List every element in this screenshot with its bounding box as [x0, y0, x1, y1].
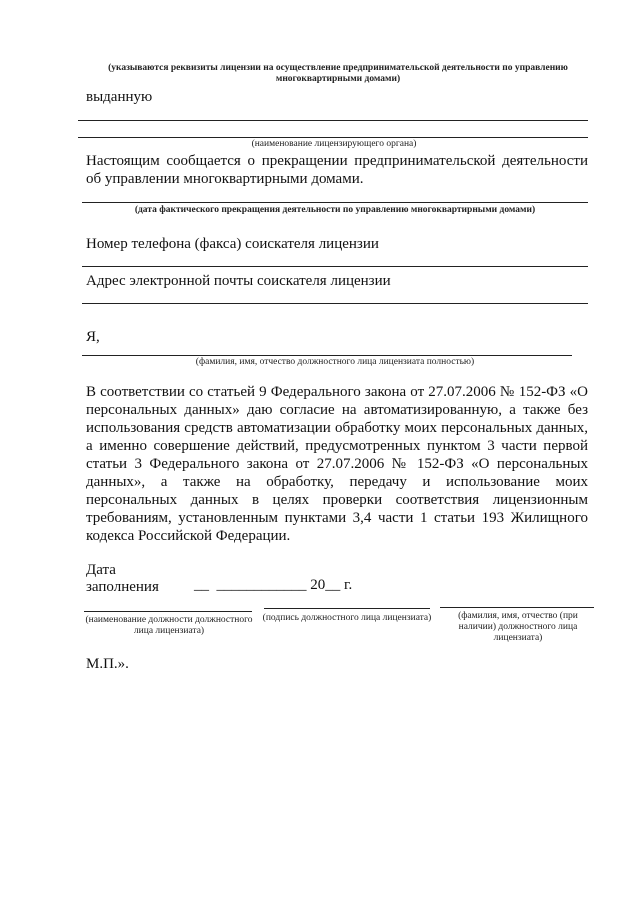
signature-caption: (подпись должностного лица лицензиата) — [262, 613, 432, 623]
license-details-caption: (указываются реквизиты лицензии на осуществление предпринимательской деятельности по управлению многоквартирными домами) — [108, 63, 568, 84]
issuer-caption: (наименование лицензирующего органа) — [251, 139, 417, 149]
name-caption: (фамилия, имя, отчество (при наличии) должностного лица лицензиата) — [458, 611, 578, 643]
email-line — [82, 303, 588, 304]
email-label: Адрес электронной почты соискателя лицензии — [86, 273, 391, 289]
phone-line — [82, 266, 588, 267]
date-label-1: Дата — [86, 562, 116, 578]
i-label: Я, — [86, 329, 100, 345]
issued-label: выданную — [86, 89, 153, 105]
issued-line-2 — [78, 137, 588, 138]
position-line — [84, 611, 252, 612]
position-caption: (наименование должности должностного лица лицензиата) — [85, 615, 253, 636]
fio-caption: (фамилия, имя, отчество должностного лица лицензиата полностью) — [195, 357, 475, 367]
date-label-2: заполнения — [86, 579, 159, 595]
seal-label: М.П.». — [86, 656, 129, 672]
fio-line — [82, 355, 572, 356]
issued-line-1 — [78, 120, 588, 121]
name-line — [440, 607, 594, 608]
termination-date-caption: (дата фактического прекращения деятельности по управлению многоквартирными домами) — [134, 205, 536, 215]
termination-date-line — [82, 202, 588, 203]
phone-label: Номер телефона (факса) соискателя лицензии — [86, 236, 379, 252]
termination-notice: Настоящим сообщается о прекращении предпринимательской деятельности об управлении многоквартирными домами. — [86, 153, 588, 187]
signature-line — [264, 608, 430, 609]
date-field: __ ____________ 20__ г. — [194, 577, 353, 593]
consent-paragraph: В соответствии со статьей 9 Федерального закона от 27.07.2006 № 152-ФЗ «О персональных данных» даю согласие на автоматизированную, а также без использования средств автоматизации обработку моих персональных данных, а именно совершение действий, предусмотренных пунктом 3 части первой статьи 3 Федерального закона от 27.07.2006 № 152-ФЗ «О персональных данных», а также на обработку, передачу и использование моих персональных данных в целях проверки соответствия лицензионным требованиям, установленным пунктами 3,4 части 1 статьи 193 Жилищного кодекса Российской Федерации. — [86, 384, 588, 544]
